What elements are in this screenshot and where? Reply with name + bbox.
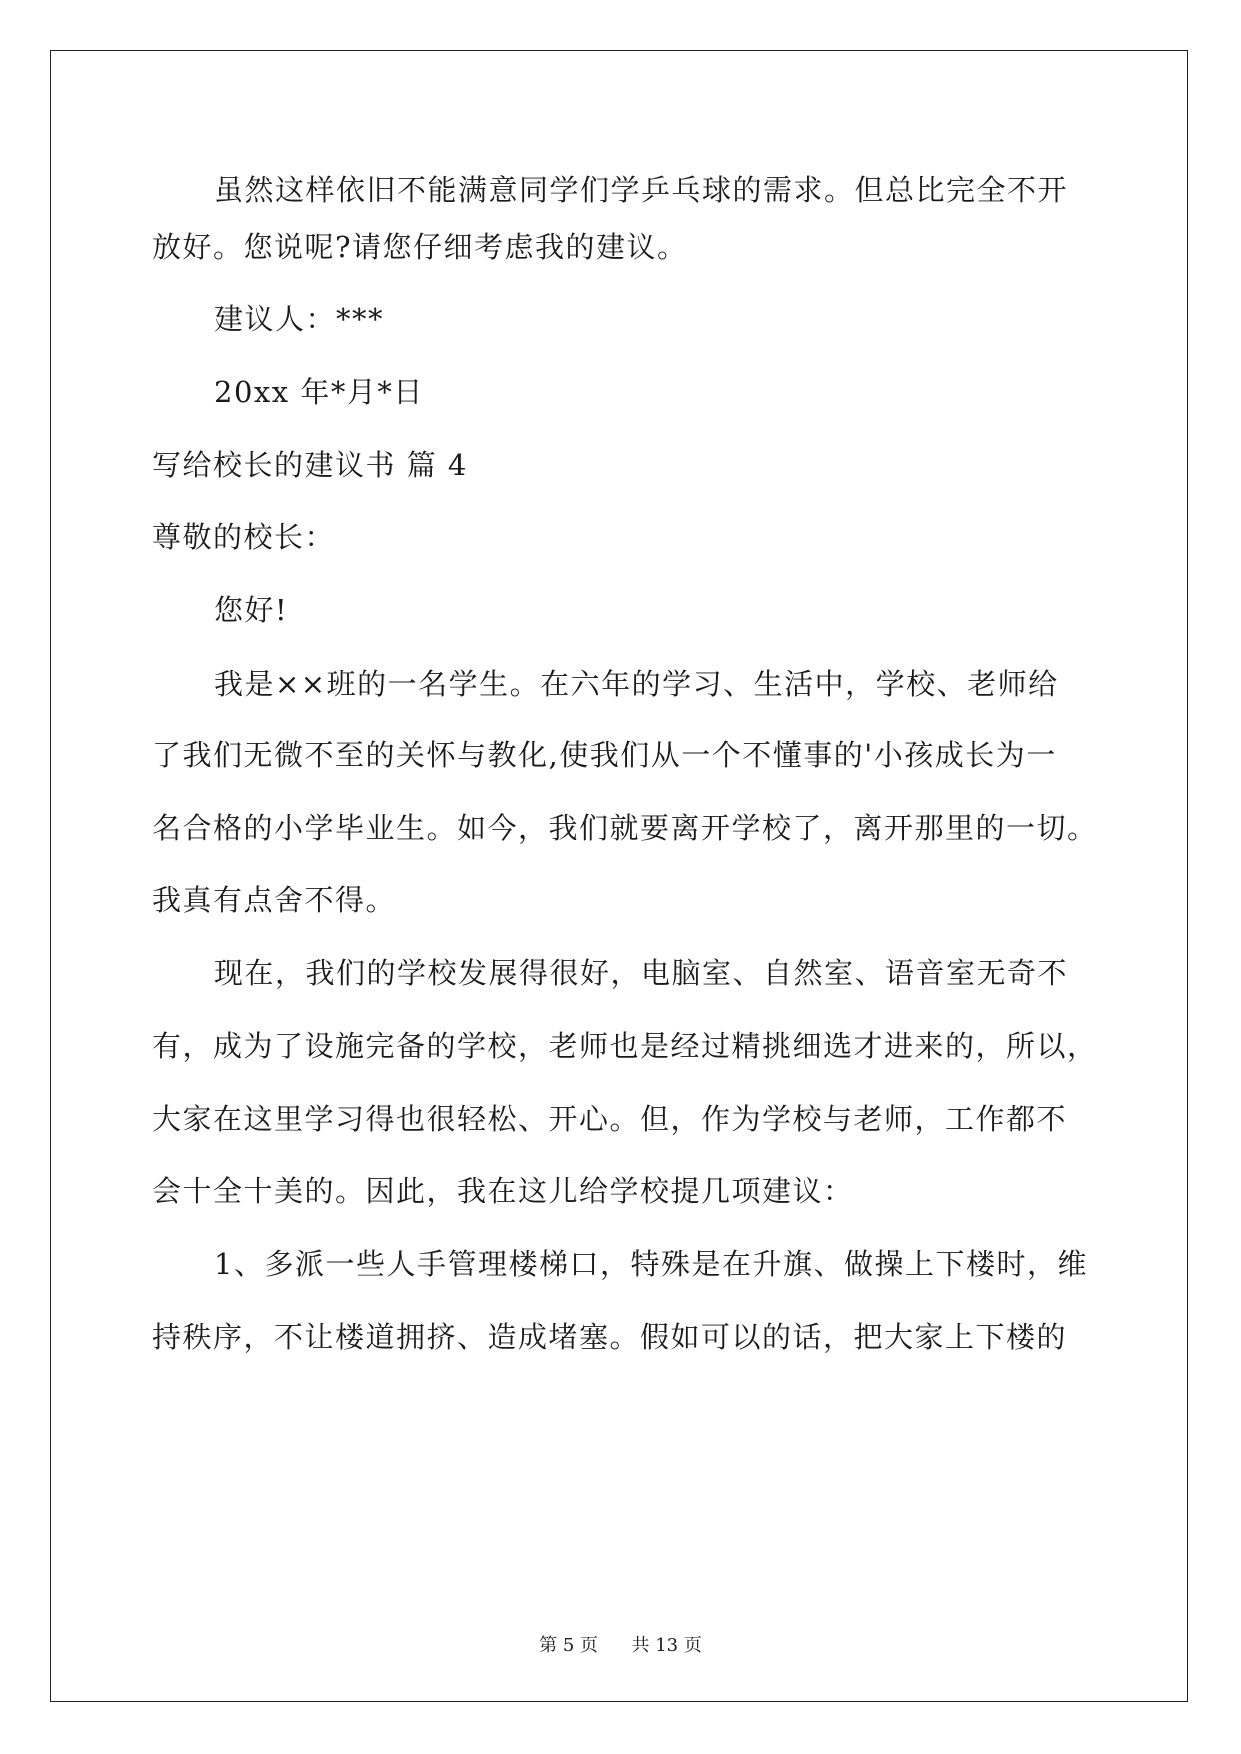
paragraph-line: 大家在这里学习得也很轻松、开心。但，作为学校与老师，工作都不 bbox=[152, 1102, 1068, 1136]
section-heading: 写给校长的建议书 篇 4 bbox=[152, 448, 468, 482]
paragraph-line: 放好。您说呢?请您仔细考虑我的建议。 bbox=[152, 230, 688, 264]
paragraph-line: 1、多派一些人手管理楼梯口，特殊是在升旗、做操上下楼时，维 bbox=[214, 1247, 1088, 1281]
signer-line: 建议人：*** bbox=[214, 302, 385, 336]
greeting: 您好! bbox=[214, 593, 289, 627]
salutation: 尊敬的校长： bbox=[152, 520, 336, 554]
page-border bbox=[50, 50, 1188, 1702]
paragraph-line: 现在，我们的学校发展得很好，电脑室、自然室、语音室无奇不 bbox=[214, 956, 1069, 990]
page-total: 共 13 页 bbox=[631, 1635, 702, 1656]
page-number: 第 5 页 bbox=[539, 1635, 599, 1656]
paragraph-line: 持秩序，不让楼道拥挤、造成堵塞。假如可以的话，把大家上下楼的 bbox=[152, 1320, 1068, 1354]
paragraph-line: 虽然这样依旧不能满意同学们学乒乓球的需求。但总比完全不开 bbox=[214, 173, 1069, 207]
paragraph-line: 名合格的小学毕业生。如今，我们就要离开学校了，离开那里的一切。 bbox=[152, 811, 1098, 845]
paragraph-line: 我真有点舍不得。 bbox=[152, 883, 397, 917]
paragraph-line: 会十全十美的。因此，我在这儿给学校提几项建议： bbox=[152, 1174, 854, 1208]
date-line: 20xx 年*月*日 bbox=[214, 375, 424, 409]
paragraph-line: 有，成为了设施完备的学校，老师也是经过精挑细选才进来的，所以， bbox=[152, 1029, 1098, 1063]
paragraph-line: 了我们无微不至的关怀与教化,使我们从一个不懂事的'小孩成长为一 bbox=[152, 738, 1057, 772]
page-footer bbox=[0, 1634, 1241, 1658]
paragraph-line: 我是××班的一名学生。在六年的学习、生活中，学校、老师给 bbox=[214, 667, 1059, 701]
